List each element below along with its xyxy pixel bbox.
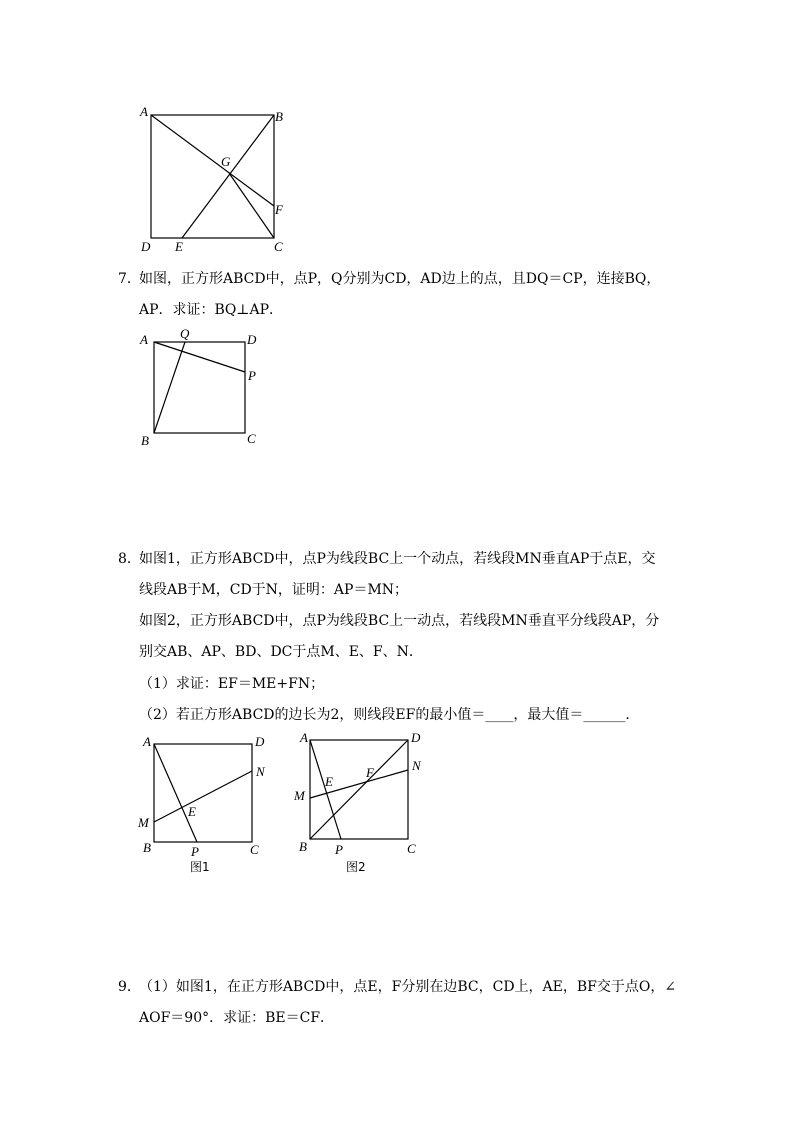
q8-part1-text: （1）求证：EF＝ME+FN； xyxy=(139,676,325,692)
q8-text-line3 xyxy=(139,611,659,631)
figure1-caption: 图1 xyxy=(190,860,210,874)
q9-line2: AOF＝90°．求证：BE＝CF． xyxy=(139,1010,335,1026)
label-n: N xyxy=(256,764,265,779)
figure-q7-square xyxy=(130,325,280,455)
label-m: M xyxy=(294,788,305,803)
square-abcd xyxy=(151,115,274,238)
label-p: P xyxy=(335,842,343,857)
label-p: P xyxy=(248,368,256,383)
figure-q7-svg xyxy=(130,325,280,455)
label-d: D xyxy=(141,239,151,254)
q7-number: 7． xyxy=(118,271,141,287)
segment-bd xyxy=(310,740,408,839)
q8-line1: 如图1，正方形ABCD中，点P为线段BC上一个动点，若线段MN垂直AP于点E，交 xyxy=(139,551,656,567)
label-a: A xyxy=(140,332,148,347)
label-c: C xyxy=(247,431,256,446)
label-e: E xyxy=(325,774,333,789)
label-b: B xyxy=(141,433,149,448)
q8-line3: 如图2，正方形ABCD中，点P为线段BC上一动点，若线段MN垂直平分线段AP，分 xyxy=(139,613,660,629)
label-f: F xyxy=(366,765,374,780)
q7-text-line2 xyxy=(139,300,283,320)
segment-bq xyxy=(154,342,185,433)
segment-ap xyxy=(154,744,197,842)
segment-ap xyxy=(154,342,245,372)
segment-be xyxy=(182,115,274,238)
label-a: A xyxy=(143,734,151,749)
figure-q8-fig1 xyxy=(130,730,280,880)
label-q: Q xyxy=(180,326,190,341)
q7-text-line1 xyxy=(139,269,660,289)
figure-q6-square xyxy=(130,100,300,260)
figure-q8-fig2 xyxy=(290,726,440,880)
label-e: E xyxy=(188,804,196,819)
label-g: G xyxy=(221,154,231,169)
label-b: B xyxy=(299,839,307,854)
q8-text-line1 xyxy=(139,549,656,569)
q8-part1 xyxy=(139,674,324,694)
figure-q8-fig1-svg xyxy=(130,730,280,880)
label-n: N xyxy=(412,758,421,773)
segment-af xyxy=(151,115,274,206)
label-d: D xyxy=(411,730,421,745)
q7-line1: 如图，正方形ABCD中，点P，Q分别为CD，AD边上的点，且DQ＝CP，连接BQ， xyxy=(139,271,661,287)
q9-line1: （1）如图1，在正方形ABCD中，点E，F分别在边BC，CD上，AE，BF交于点O，∠ xyxy=(139,979,677,995)
label-b: B xyxy=(275,109,283,124)
q8-number: 8． xyxy=(118,551,141,567)
label-c: C xyxy=(407,841,416,856)
square-abcd xyxy=(154,744,252,842)
label-d: D xyxy=(255,734,265,749)
figure-q6-svg xyxy=(130,100,300,260)
label-d: D xyxy=(247,332,257,347)
q8-part2 xyxy=(139,705,639,725)
q8-text-line4 xyxy=(139,642,423,662)
label-e: E xyxy=(175,239,183,254)
label-b: B xyxy=(143,840,151,855)
q9-text-line1 xyxy=(139,977,676,997)
figure-q8-fig2-svg xyxy=(290,726,440,880)
q8-text-line2 xyxy=(139,580,408,600)
q8-part2-text: （2）若正方形ABCD的边长为2，则线段EF的最小值＝____，最大值＝______． xyxy=(139,707,640,723)
q8-line2: 线段AB于M，CD于N，证明：AP＝MN； xyxy=(139,582,409,598)
segment-gc xyxy=(229,173,274,238)
q8-line4: 别交AB、AP、BD、DC于点M、E、F、N． xyxy=(139,644,423,660)
label-a: A xyxy=(300,730,308,745)
label-m: M xyxy=(138,815,149,830)
q7-line2: AP．求证：BQ⊥AP． xyxy=(139,302,283,318)
label-a: A xyxy=(140,104,148,119)
label-c: C xyxy=(250,842,259,857)
label-c: C xyxy=(274,239,283,254)
q9-number: 9． xyxy=(118,979,141,995)
label-f: F xyxy=(275,202,283,217)
label-p: P xyxy=(191,844,199,859)
figure2-caption: 图2 xyxy=(346,860,366,874)
square-abcd xyxy=(154,342,245,433)
q9-text-line2 xyxy=(139,1008,334,1028)
